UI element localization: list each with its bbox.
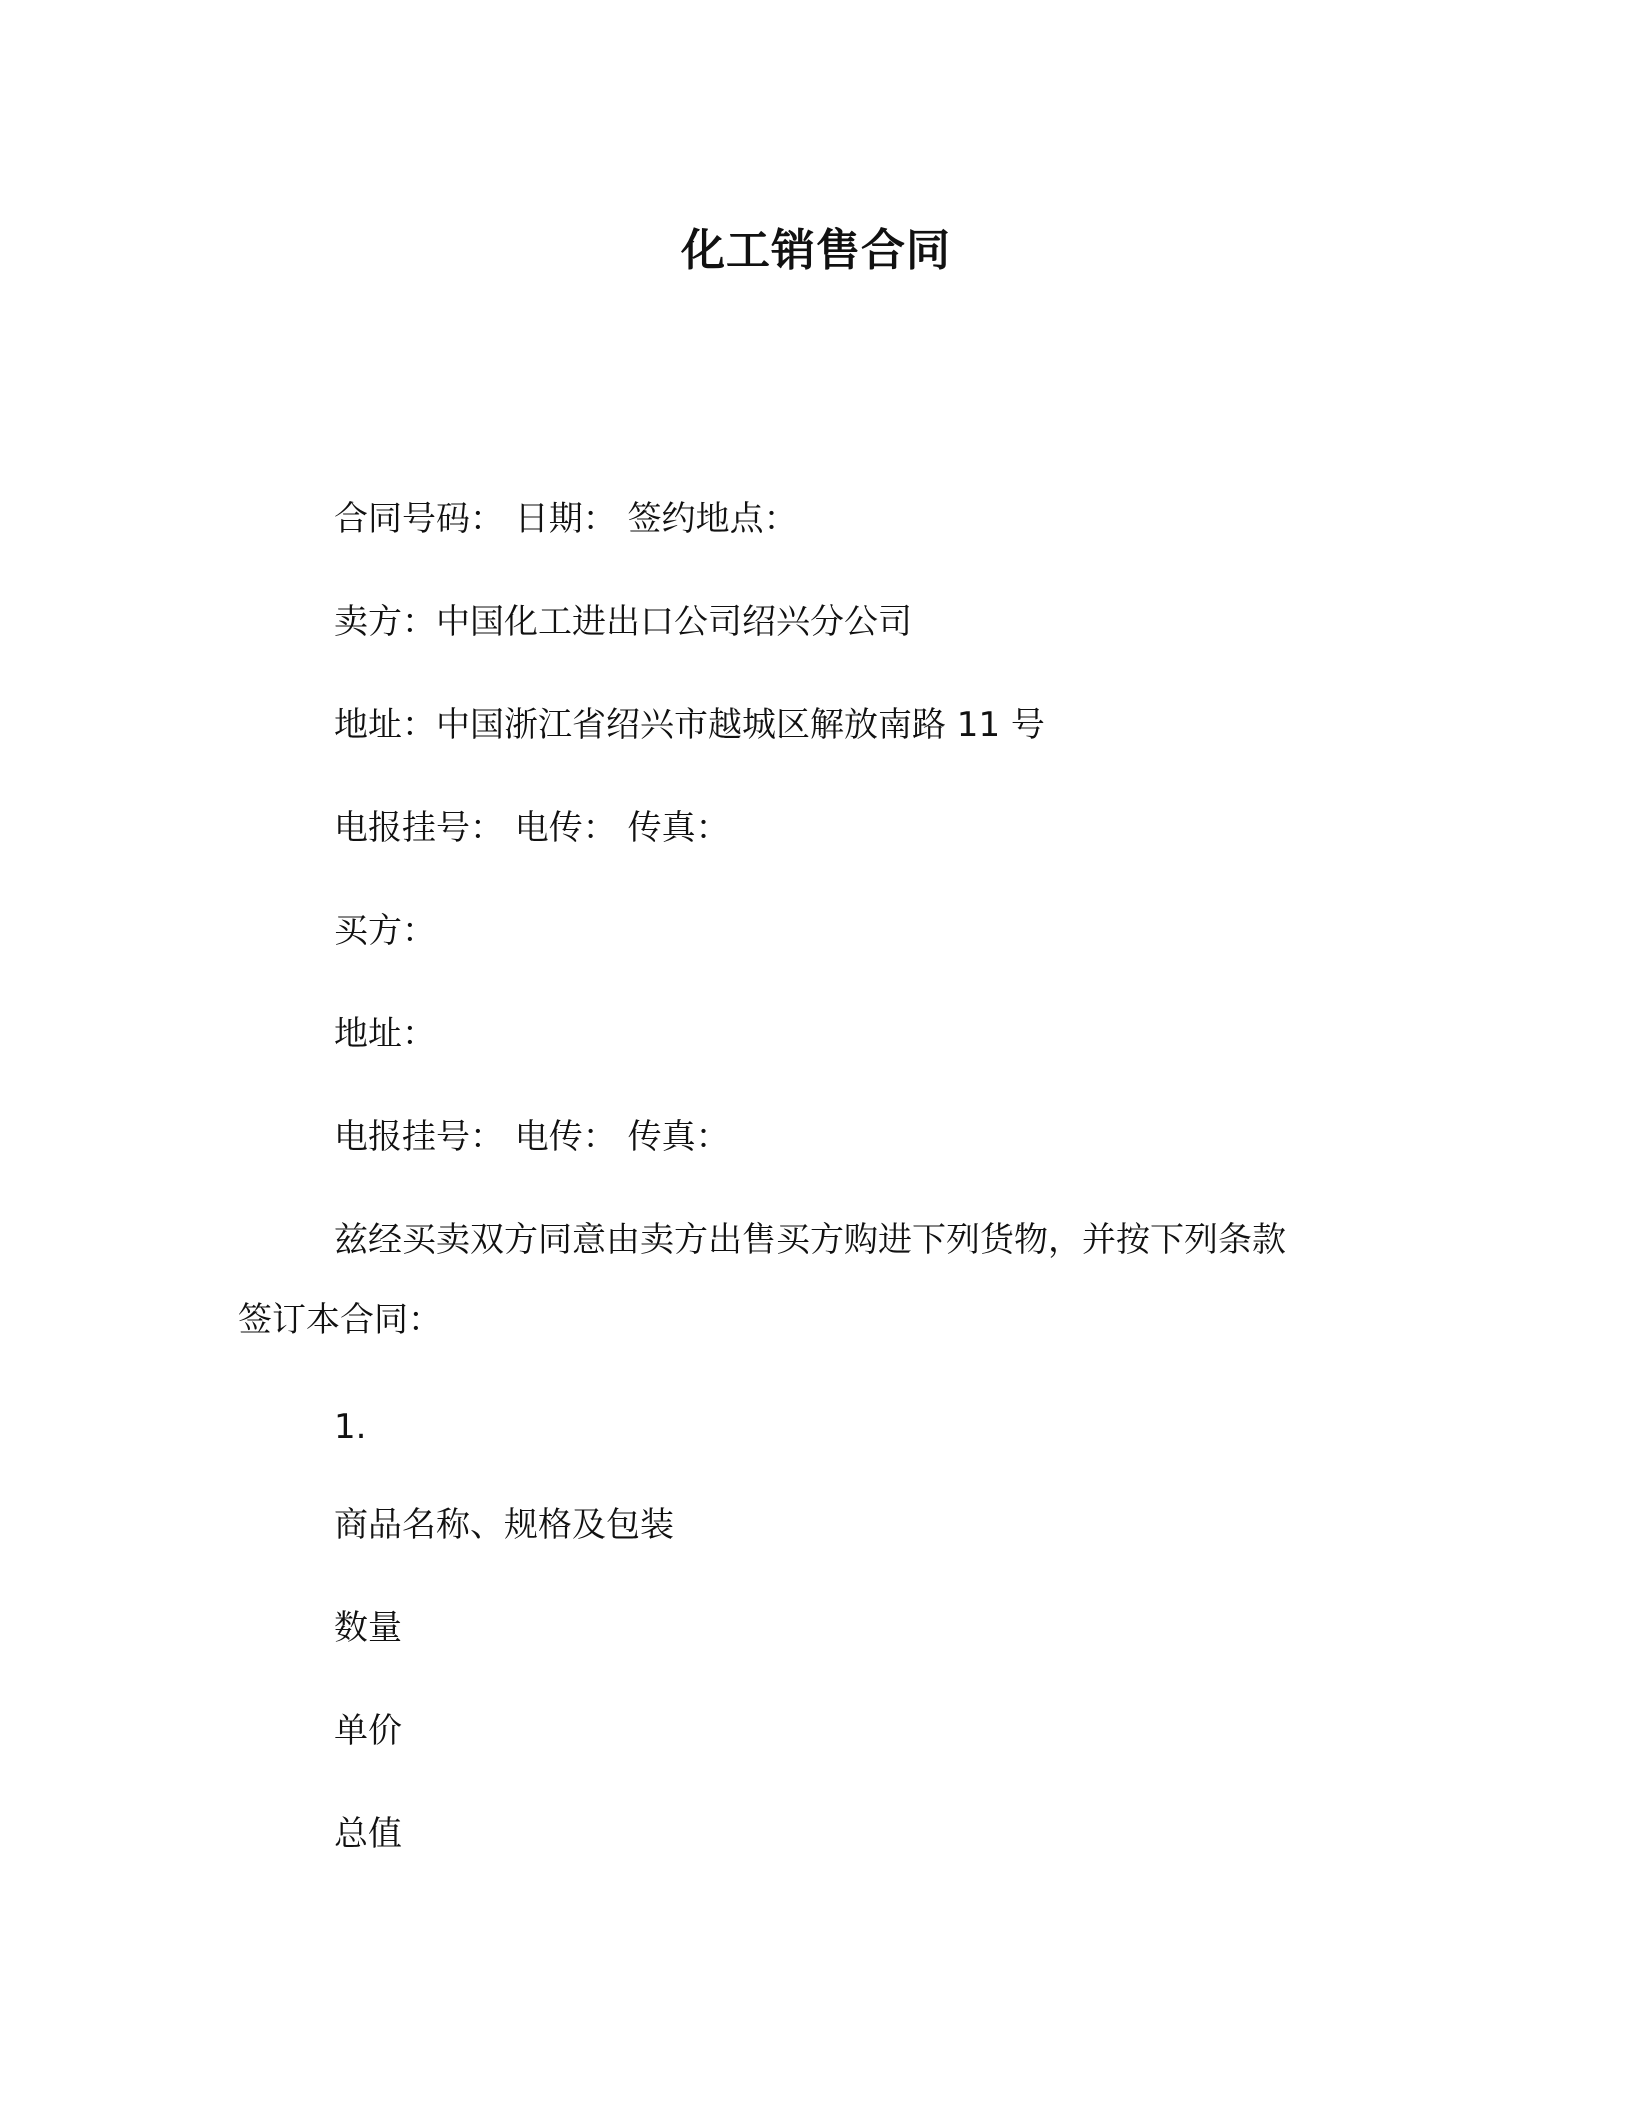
item-name-heading: 商品名称、规格及包装	[334, 1505, 674, 1545]
unit-price-heading: 单价	[334, 1711, 402, 1751]
document-title: 化工销售合同	[681, 225, 951, 276]
seller-address-line: 地址：中国浙江省绍兴市越城区解放南路 11 号	[334, 705, 1045, 745]
item-number: 1.	[334, 1407, 367, 1447]
buyer-address-line: 地址：	[334, 1014, 436, 1054]
buyer-contact-line: 电报挂号： 电传： 传真：	[334, 1117, 730, 1157]
seller-contact-line: 电报挂号： 电传： 传真：	[334, 808, 730, 848]
seller-line: 卖方：中国化工进出口公司绍兴分公司	[334, 602, 912, 642]
contract-header-line: 合同号码： 日期： 签约地点：	[334, 499, 798, 539]
agreement-paragraph-line-1: 兹经买卖双方同意由卖方出售买方购进下列货物，并按下列条款	[334, 1220, 1286, 1260]
total-value-heading: 总值	[334, 1814, 402, 1854]
buyer-line: 买方：	[334, 911, 436, 951]
quantity-heading: 数量	[334, 1608, 402, 1648]
agreement-paragraph-line-2: 签订本合同：	[238, 1300, 442, 1340]
